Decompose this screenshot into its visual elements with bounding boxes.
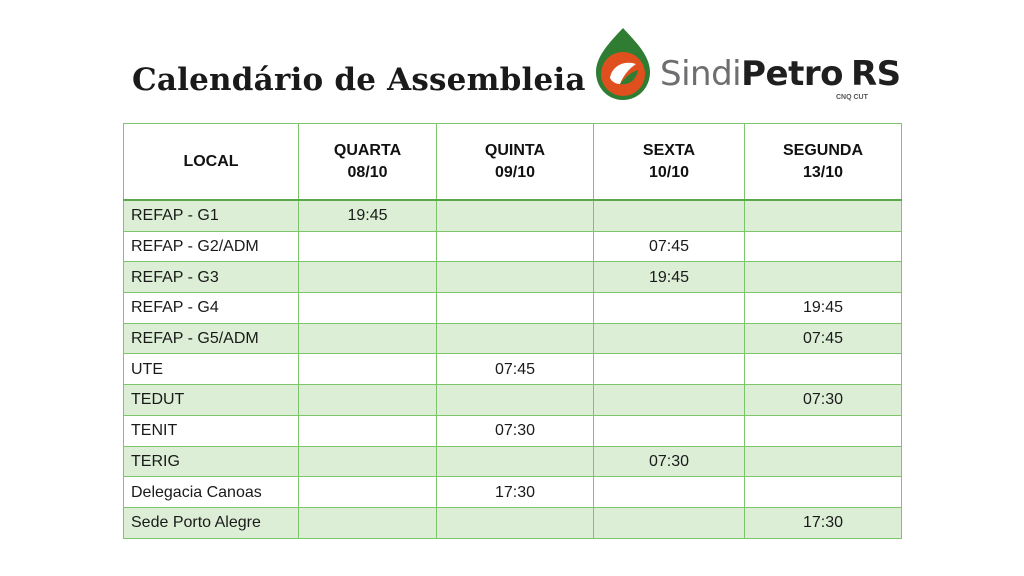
table-row xyxy=(124,446,902,477)
table-row xyxy=(124,385,902,416)
table-row xyxy=(124,200,902,231)
time-cell xyxy=(437,507,594,538)
header-quinta: QUINTA 09/10 xyxy=(437,124,594,201)
time-cell xyxy=(745,446,902,477)
time-cell xyxy=(745,415,902,446)
table-row xyxy=(124,293,902,324)
time-cell xyxy=(745,354,902,385)
time-cell xyxy=(299,231,437,262)
table-row xyxy=(124,477,902,508)
time-cell: 17:30 xyxy=(437,477,594,508)
time-cell xyxy=(745,231,902,262)
time-cell xyxy=(437,323,594,354)
location-cell: Sede Porto Alegre xyxy=(124,507,299,538)
time-cell xyxy=(745,200,902,231)
time-cell xyxy=(299,507,437,538)
time-cell: 07:45 xyxy=(745,323,902,354)
table-header-row xyxy=(124,124,902,201)
time-cell xyxy=(594,323,745,354)
location-cell: REFAP - G3 xyxy=(124,262,299,293)
time-cell: 07:30 xyxy=(745,385,902,416)
table-row xyxy=(124,507,902,538)
time-cell xyxy=(299,415,437,446)
time-cell xyxy=(437,262,594,293)
time-cell xyxy=(594,477,745,508)
time-cell xyxy=(437,385,594,416)
time-cell xyxy=(594,415,745,446)
time-cell xyxy=(594,385,745,416)
time-cell: 07:30 xyxy=(594,446,745,477)
time-cell xyxy=(299,477,437,508)
header-segunda: SEGUNDA 13/10 xyxy=(745,124,902,201)
page-title: Calendário de Assembleia xyxy=(132,62,586,98)
drop-logo-icon xyxy=(590,26,656,104)
location-cell: Delegacia Canoas xyxy=(124,477,299,508)
time-cell xyxy=(745,477,902,508)
time-cell xyxy=(299,354,437,385)
table-row xyxy=(124,323,902,354)
time-cell xyxy=(594,200,745,231)
header-local: LOCAL xyxy=(124,124,299,201)
time-cell: 07:30 xyxy=(437,415,594,446)
time-cell xyxy=(299,385,437,416)
table-row xyxy=(124,231,902,262)
location-cell: TEDUT xyxy=(124,385,299,416)
sindipetro-logo xyxy=(590,26,910,106)
time-cell: 19:45 xyxy=(594,262,745,293)
header-sexta: SEXTA 10/10 xyxy=(594,124,745,201)
location-cell: REFAP - G1 xyxy=(124,200,299,231)
table-row xyxy=(124,354,902,385)
header-quarta: QUARTA 08/10 xyxy=(299,124,437,201)
logo-subtext: CNQ CUT xyxy=(836,94,868,101)
time-cell xyxy=(299,293,437,324)
time-cell: 07:45 xyxy=(437,354,594,385)
time-cell xyxy=(594,293,745,324)
location-cell: REFAP - G5/ADM xyxy=(124,323,299,354)
location-cell: REFAP - G4 xyxy=(124,293,299,324)
time-cell: 19:45 xyxy=(745,293,902,324)
time-cell xyxy=(299,446,437,477)
time-cell: 07:45 xyxy=(594,231,745,262)
location-cell: REFAP - G2/ADM xyxy=(124,231,299,262)
time-cell xyxy=(437,446,594,477)
table-row xyxy=(124,415,902,446)
time-cell xyxy=(594,354,745,385)
time-cell xyxy=(437,200,594,231)
time-cell xyxy=(299,323,437,354)
time-cell xyxy=(594,507,745,538)
time-cell xyxy=(299,262,437,293)
assembly-schedule-table xyxy=(123,123,902,539)
time-cell xyxy=(437,231,594,262)
time-cell xyxy=(745,262,902,293)
location-cell: TENIT xyxy=(124,415,299,446)
logo-wordmark: SindiPetro RS xyxy=(660,54,901,94)
location-cell: TERIG xyxy=(124,446,299,477)
table-row xyxy=(124,262,902,293)
location-cell: UTE xyxy=(124,354,299,385)
time-cell: 19:45 xyxy=(299,200,437,231)
time-cell: 17:30 xyxy=(745,507,902,538)
time-cell xyxy=(437,293,594,324)
